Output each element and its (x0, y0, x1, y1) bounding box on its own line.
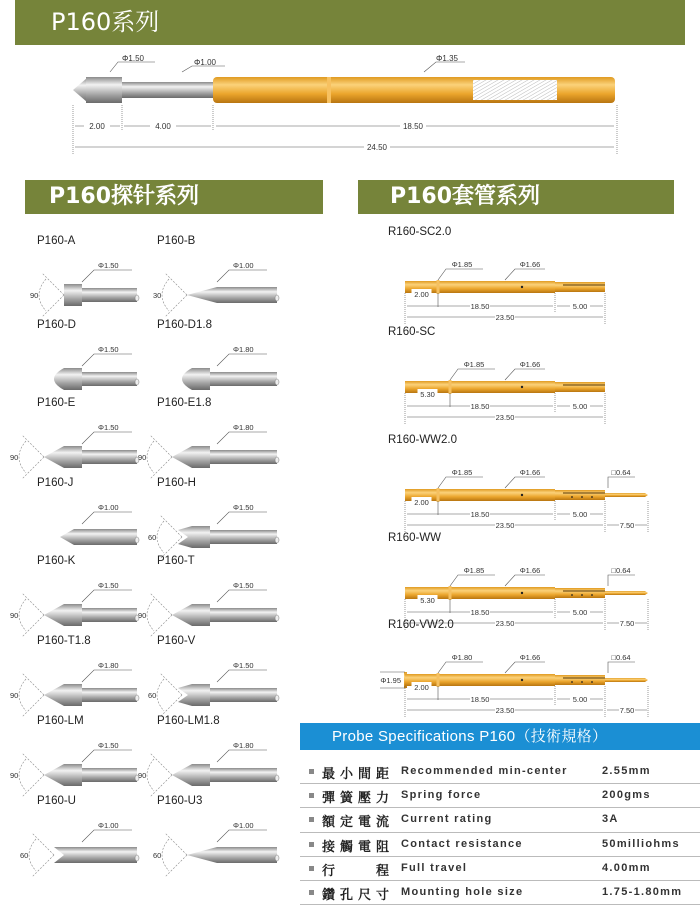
tube-slot-section (555, 382, 605, 392)
collar-diameter: Φ1.85 (451, 468, 473, 477)
probe-diameter: Φ1.00 (233, 261, 254, 270)
probe-diameter: Φ1.00 (98, 503, 119, 512)
dim-collar-position: 5.30 (420, 390, 435, 399)
spec-label-zh: 彈簧壓力 (322, 791, 395, 807)
probe-diameter: Φ1.80 (233, 345, 254, 354)
dim-slot-length: 5.00 (572, 510, 588, 519)
receptacle-name: R160-SC2.0 (388, 226, 452, 238)
collar-diameter: Φ1.85 (463, 566, 485, 575)
spec-row (300, 760, 700, 784)
receptacle-name: R160-WW (388, 532, 442, 544)
spec-label-en: Mounting hole size (401, 885, 524, 898)
spec-value: 2.55mm (602, 765, 651, 777)
probe-tip-drawing (117, 803, 287, 878)
probe-item (148, 477, 287, 565)
probe-angle: 60 (148, 691, 157, 700)
probe-diameter: Φ1.50 (98, 261, 119, 270)
probe-diameter: Φ1.50 (98, 345, 119, 354)
barrel-knurl (473, 80, 557, 100)
probe-name: P160-J (37, 477, 74, 489)
spec-row (300, 833, 700, 857)
bullet-square-icon (309, 890, 314, 895)
probe-angle: 90 (138, 453, 147, 462)
dim-tip-length: 2.00 (89, 122, 105, 131)
dim-collar-position: 2.00 (414, 498, 429, 507)
series-title: P160系列 (51, 8, 160, 36)
spec-table (300, 760, 700, 905)
receptacle-item (355, 619, 700, 727)
probe-name: P160-B (157, 235, 196, 247)
probe-tip-drawing (117, 643, 287, 718)
probe-angle: 90 (10, 691, 19, 700)
probe-name: P160-LM (37, 715, 84, 727)
probe-angle: 90 (10, 611, 19, 620)
dim-collar-position: 2.00 (414, 683, 429, 692)
dia-plunger: Φ1.00 (194, 58, 216, 67)
spec-row (300, 808, 700, 832)
collar-diameter: Φ1.85 (463, 360, 485, 369)
probe-tip-drawing (117, 563, 287, 638)
probe-diameter: Φ1.50 (98, 423, 119, 432)
dim-slot-length: 5.00 (572, 695, 588, 704)
flange-diameter: Φ1.95 (380, 676, 401, 685)
dia-barrel: Φ1.35 (436, 54, 458, 63)
dim-body-length: 18.50 (470, 302, 490, 311)
tube-pin (605, 493, 648, 497)
probe-angle: 60 (153, 851, 162, 860)
body-diameter: Φ1.66 (519, 653, 541, 662)
bullet-square-icon (309, 793, 314, 798)
bullet-square-icon (309, 769, 314, 774)
probe-item (138, 397, 287, 485)
collar-diameter: Φ1.80 (451, 653, 473, 662)
probe-name: P160-A (37, 235, 76, 247)
dim-body-length: 18.50 (470, 402, 490, 411)
body-diameter: Φ1.66 (519, 260, 541, 269)
probe-name: P160-T (157, 555, 195, 567)
spec-label-en: Current rating (401, 813, 493, 826)
dim-collar-position: 2.00 (414, 290, 429, 299)
receptacle-item (355, 434, 700, 542)
spec-label-zh: 鑽孔尺寸 (322, 887, 395, 903)
probe-series-title: P160探针系列 (49, 184, 200, 209)
probe-name: P160-T1.8 (37, 635, 91, 647)
probe-angle: 30 (153, 291, 162, 300)
probe-name: P160-U (37, 795, 76, 807)
dim-total-length: 23.50 (495, 521, 515, 530)
spec-label-en: Full travel (401, 861, 468, 874)
bullet-square-icon (309, 866, 314, 871)
probe-angle: 90 (30, 291, 39, 300)
dia-head: Φ1.50 (122, 54, 144, 63)
probe-name: P160-K (37, 555, 76, 567)
tube-slot-section (555, 675, 605, 685)
collar-diameter: Φ1.85 (451, 260, 473, 269)
receptacle-drawing (355, 334, 700, 434)
spec-label-zh: 額定電流 (322, 815, 395, 831)
dim-slot-length: 5.00 (572, 302, 588, 311)
dim-barrel-length: 18.50 (402, 122, 424, 131)
dim-body-length: 18.50 (470, 695, 490, 704)
dim-total-length: 23.50 (495, 413, 515, 422)
spec-row (300, 784, 700, 808)
probe-series-title-bar (25, 180, 323, 214)
probe-tip-drawing (117, 485, 287, 560)
spec-label-en: Spring force (401, 789, 482, 802)
probe-name: P160-D1.8 (157, 319, 212, 331)
receptacle-drawing (355, 627, 700, 727)
spec-label-zh: 行 程 (322, 863, 395, 879)
receptacle-name: R160-VW2.0 (388, 619, 454, 631)
probe-tip-drawing (117, 405, 287, 480)
main-probe-drawing (0, 0, 700, 170)
probe-diameter: Φ1.50 (98, 581, 119, 590)
receptacle-drawing (355, 442, 700, 542)
pin-size: □0.64 (611, 566, 631, 575)
dim-total-length: 24.50 (366, 143, 388, 152)
spec-value: 1.75-1.80mm (602, 885, 683, 898)
dim-pin-length: 7.50 (619, 706, 635, 715)
probe-diameter: Φ1.50 (233, 503, 254, 512)
probe-diameter: Φ1.80 (233, 423, 254, 432)
probe-name: P160-E (37, 397, 76, 409)
tube-series-title-bar (358, 180, 674, 214)
receptacle-item (355, 326, 700, 434)
receptacle-name: R160-WW2.0 (388, 434, 458, 446)
probe-item (153, 235, 287, 323)
probe-item (148, 635, 287, 723)
body-diameter: Φ1.66 (519, 566, 541, 575)
probe-name: P160-U3 (157, 795, 203, 807)
spec-label-zh: 接觸電阻 (322, 839, 395, 855)
probe-item (138, 555, 287, 643)
spec-row (300, 857, 700, 881)
probe-tip-drawing (117, 243, 287, 318)
dim-total-length: 23.50 (495, 706, 515, 715)
dim-slot-length: 5.00 (572, 402, 588, 411)
probe-diameter: Φ1.80 (233, 741, 254, 750)
spec-label-en: Contact resistance (401, 837, 523, 850)
dim-pin-length: 7.50 (619, 521, 635, 530)
plunger-head (86, 77, 122, 103)
probe-name: P160-D (37, 319, 76, 331)
probe-angle: 90 (138, 611, 147, 620)
body-diameter: Φ1.66 (519, 468, 541, 477)
dim-slot-length: 5.00 (572, 608, 588, 617)
probe-diameter: Φ1.50 (98, 741, 119, 750)
probe-angle: 60 (20, 851, 29, 860)
dim-collar-position: 5.30 (420, 596, 435, 605)
tube-pin (605, 678, 648, 682)
spec-label-zh: 最小間距 (322, 767, 395, 782)
dim-total-length: 23.50 (495, 313, 515, 322)
probe-diameter: Φ1.00 (98, 821, 119, 830)
probe-name: P160-LM1.8 (157, 715, 220, 727)
dim-plunger-length: 4.00 (155, 122, 171, 131)
spec-value: 50milliohms (602, 837, 680, 850)
probe-name: P160-V (157, 635, 196, 647)
tube-slot-section (555, 490, 605, 500)
probe-diameter: Φ1.50 (233, 661, 254, 670)
body-diameter: Φ1.66 (519, 360, 541, 369)
probe-name: P160-H (157, 477, 196, 489)
plunger-shaft (122, 82, 214, 98)
tube-slot-section (555, 588, 605, 598)
tube-slot-section (555, 282, 605, 292)
spec-value: 3A (602, 813, 619, 826)
receptacle-name: R160-SC (388, 326, 436, 338)
bullet-square-icon (309, 817, 314, 822)
probe-angle: 90 (10, 771, 19, 780)
probe-item (138, 715, 287, 803)
spec-table-title: Probe Specifications P160（技術規格） (300, 723, 700, 750)
probe-tip-drawing (117, 327, 287, 402)
spec-label-en: Recommended min-center (401, 765, 568, 777)
probe-item (153, 795, 287, 883)
probe-angle: 90 (10, 453, 19, 462)
probe-diameter: Φ1.80 (98, 661, 119, 670)
dim-body-length: 18.50 (470, 608, 490, 617)
spec-row (300, 881, 700, 905)
receptacle-drawing (355, 234, 700, 334)
dim-total-length: 23.50 (495, 619, 515, 628)
dim-body-length: 18.50 (470, 510, 490, 519)
probe-angle: 60 (148, 533, 157, 542)
probe-diameter: Φ1.50 (233, 581, 254, 590)
plunger-tip (73, 78, 87, 102)
spec-value: 4.00mm (602, 861, 651, 874)
probe-tip-drawing (117, 723, 287, 798)
pin-size: □0.64 (611, 653, 631, 662)
tube-pin (605, 591, 648, 595)
tube-series-title: P160套管系列 (390, 184, 541, 209)
probe-diameter: Φ1.00 (233, 821, 254, 830)
bullet-square-icon (309, 842, 314, 847)
probe-item (157, 319, 287, 407)
barrel-groove (327, 77, 331, 103)
spec-value: 200gms (602, 789, 651, 802)
dim-pin-length: 7.50 (619, 619, 635, 628)
pin-size: □0.64 (611, 468, 631, 477)
probe-angle: 90 (138, 771, 147, 780)
probe-name: P160-E1.8 (157, 397, 212, 409)
receptacle-item (355, 226, 700, 334)
